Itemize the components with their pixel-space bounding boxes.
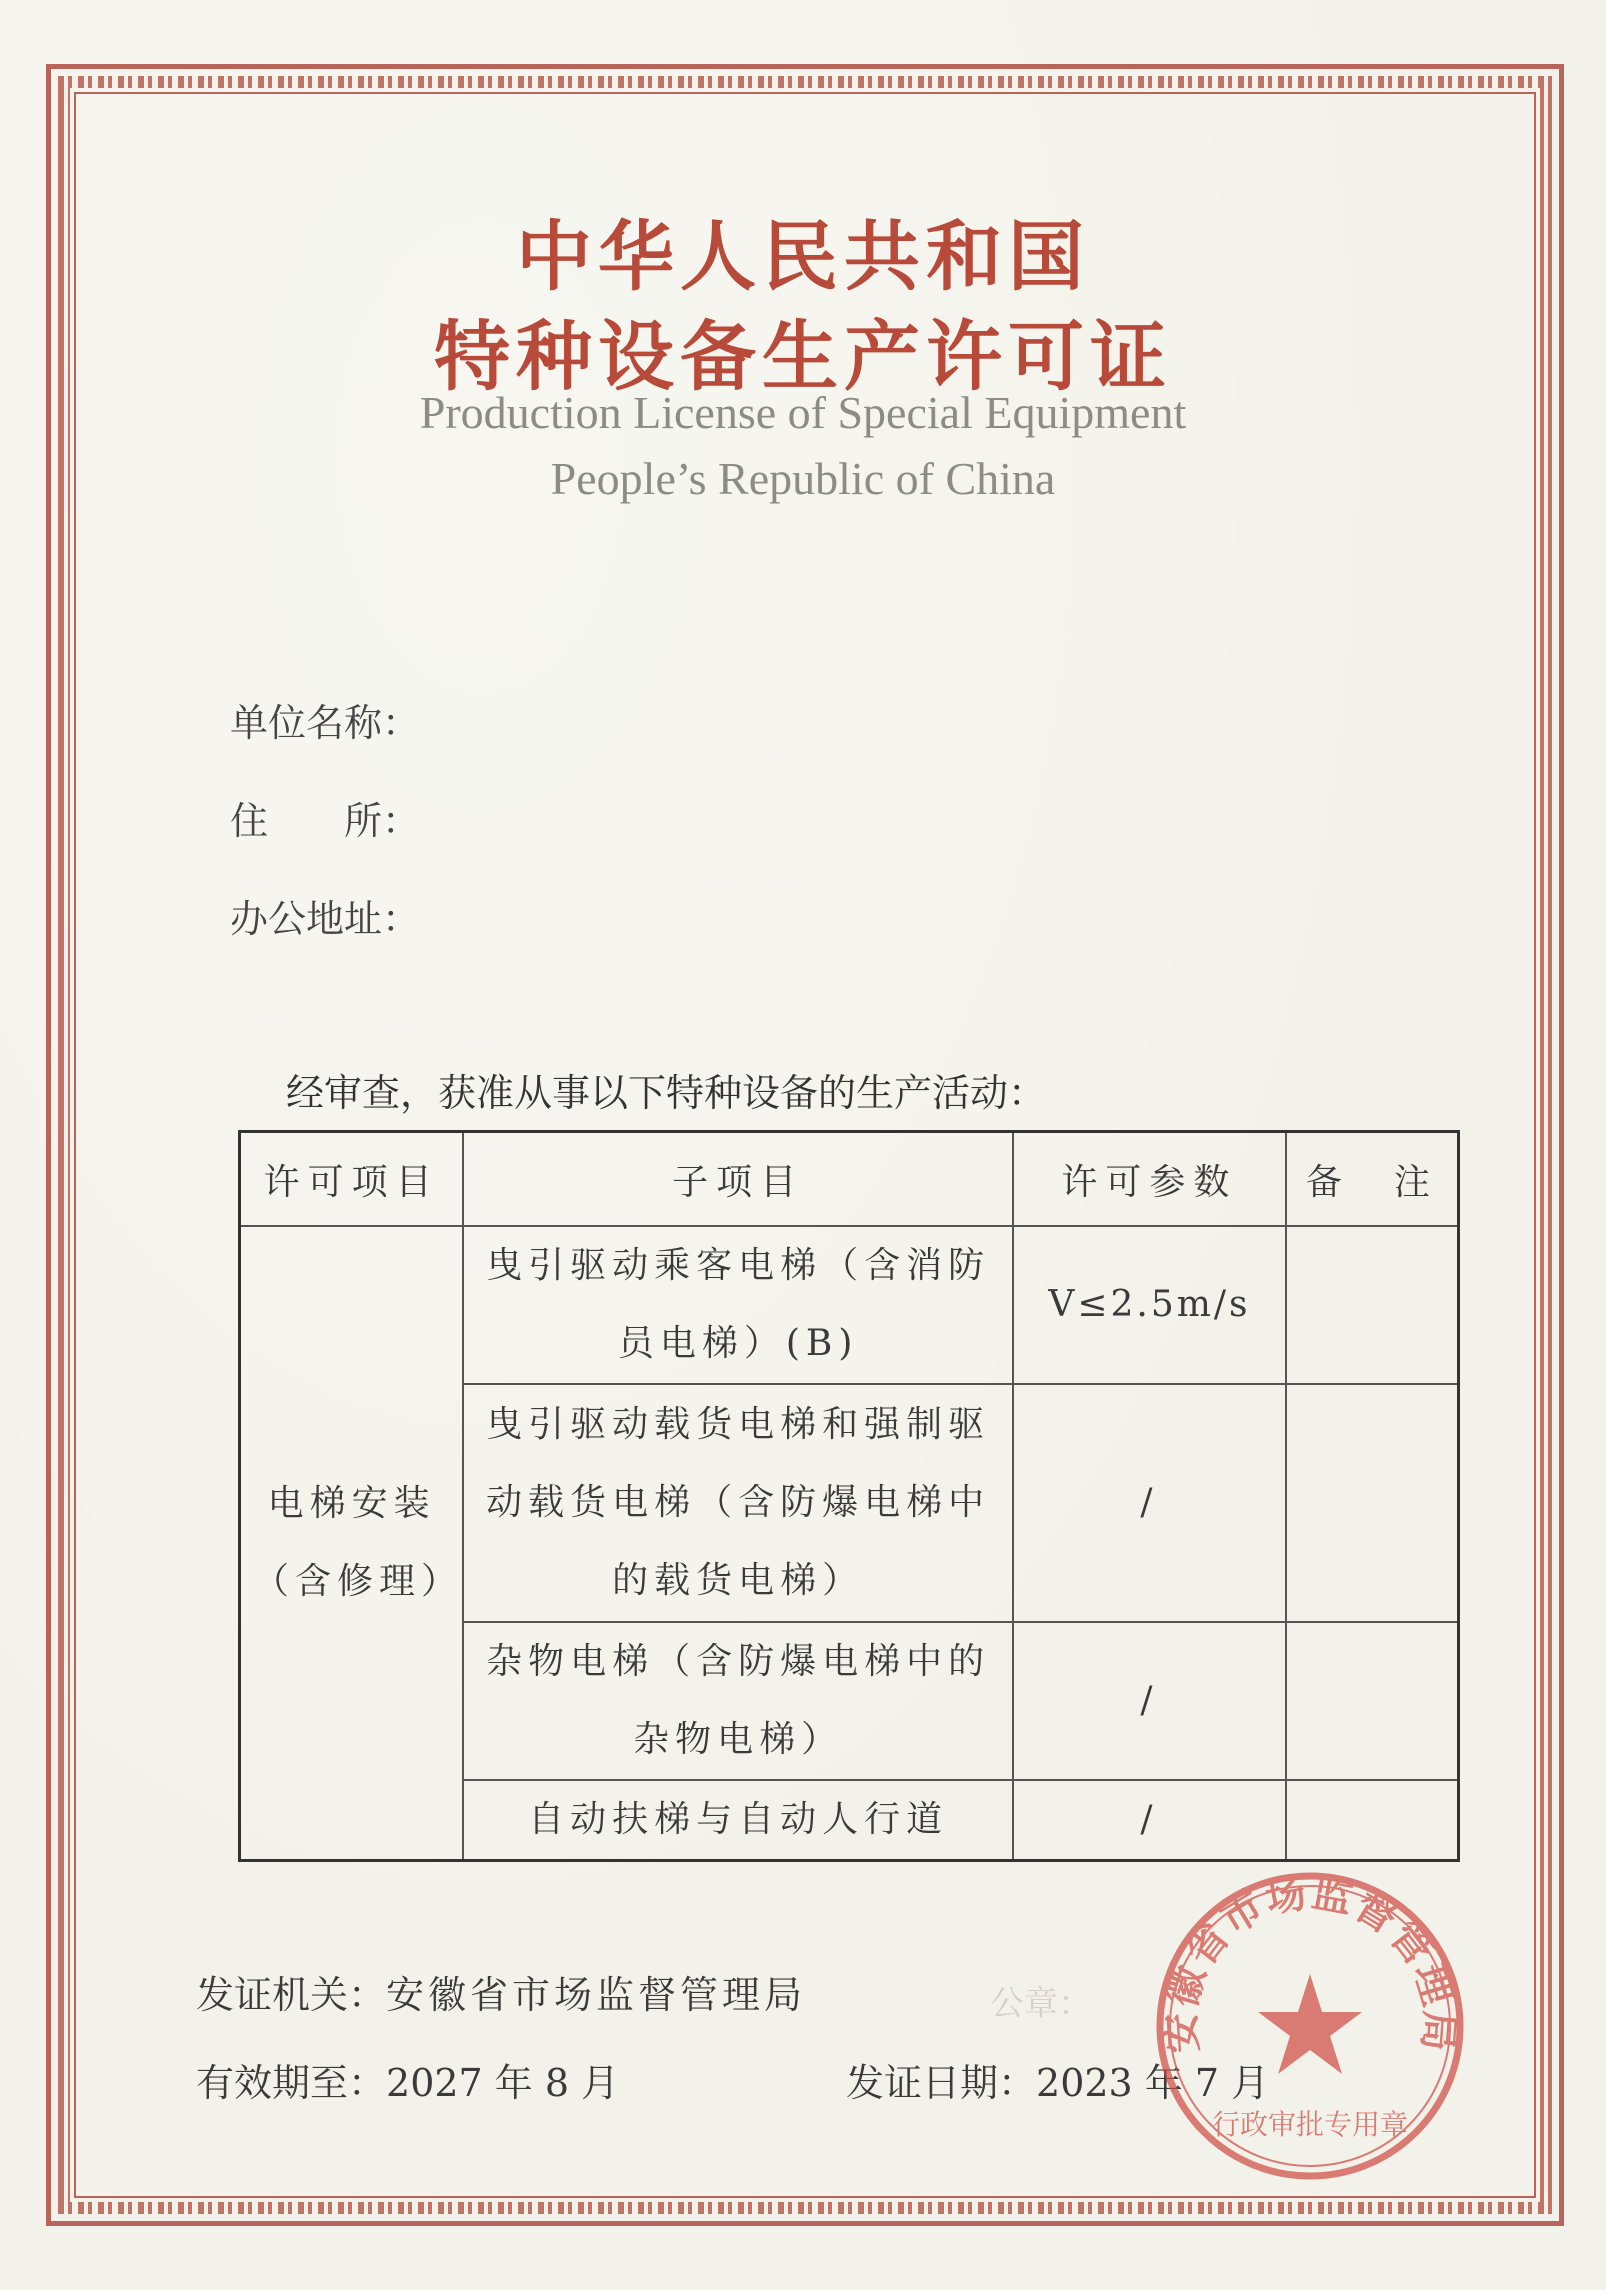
issue-date: 2023 年 7 月 xyxy=(1036,2061,1270,2105)
param-cell: V≤2.5m/s xyxy=(1013,1226,1286,1384)
remark-cell xyxy=(1286,1226,1459,1384)
official-seal-icon xyxy=(1150,1866,1470,2186)
seal-caption: 公章： xyxy=(990,1984,1092,2024)
permit-table xyxy=(238,1130,1460,1862)
subitem-cell: 曳引驱动载货电梯和强制驱动载货电梯（含防爆电梯中的载货电梯） xyxy=(463,1384,1013,1622)
subitem-cell: 自动扶梯与自动人行道 xyxy=(463,1780,1013,1861)
param-cell: / xyxy=(1013,1622,1286,1780)
issuer-line xyxy=(196,1964,806,2019)
title-english-line2: People’s Republic of China xyxy=(550,453,1056,504)
subitem-cell: 杂物电梯（含防爆电梯中的杂物电梯） xyxy=(463,1622,1013,1780)
seal-bottom-text: 行政审批专用章 xyxy=(1211,2108,1409,2141)
subitem-cell: 曳引驱动乘客电梯（含消防员电梯）(B) xyxy=(463,1226,1013,1384)
seal-text: 安徽省市场监督管理局 xyxy=(1157,1870,1463,2055)
header-remark: 备 注 xyxy=(1286,1132,1459,1227)
remark-cell xyxy=(1286,1384,1459,1622)
table-row xyxy=(240,1226,1459,1384)
issuer-label: 发证机关： xyxy=(196,1973,387,2017)
param-cell: / xyxy=(1013,1780,1286,1861)
table-header-row xyxy=(240,1132,1459,1227)
header-subitem: 子项目 xyxy=(463,1132,1013,1227)
office-address-label: 办公地址： xyxy=(230,897,421,941)
param-cell: / xyxy=(1013,1384,1286,1622)
issue-date-label: 发证日期： xyxy=(846,2061,1037,2105)
valid-until-label: 有效期至： xyxy=(196,2061,387,2105)
valid-until-date: 2027 年 8 月 xyxy=(386,2061,620,2105)
valid-until-line xyxy=(196,2052,619,2107)
header-permit-param: 许可参数 xyxy=(1013,1132,1286,1227)
domicile-label: 住 所： xyxy=(230,799,421,843)
header-permit-item: 许可项目 xyxy=(240,1132,464,1227)
permit-item-line2: （含修理） xyxy=(253,1561,464,1602)
remark-cell xyxy=(1286,1780,1459,1861)
title-english-line1: Production License of Special Equipment xyxy=(419,387,1187,438)
remark-cell xyxy=(1286,1622,1459,1780)
permit-item-cell xyxy=(240,1226,464,1861)
title-license: 特种设备生产许可证 xyxy=(434,312,1172,401)
unit-name-label: 单位名称： xyxy=(230,701,421,745)
title-country: 中华人民共和国 xyxy=(516,212,1090,301)
permit-item-line1: 电梯安装 xyxy=(267,1483,436,1524)
issuer-name: 安徽省市场监督管理局 xyxy=(386,1973,807,2017)
approval-statement: 经审查，获准从事以下特种设备的生产活动： xyxy=(286,1071,1047,1115)
